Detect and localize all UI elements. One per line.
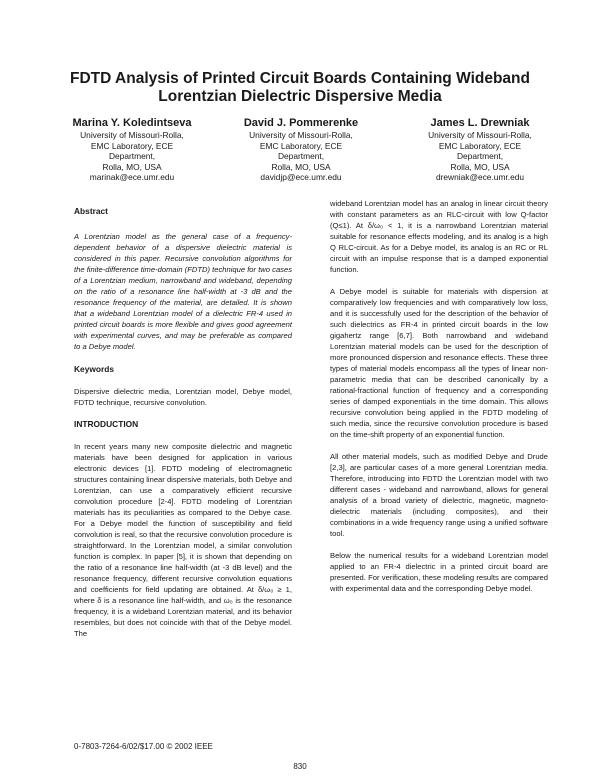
- introduction-text: In recent years many new composite dielectric and magnetic materials have been designed for application in various electronic devices [1]. FDTD modeling of electromagnetic structures containing linear dispersive materials, both Debye and Lorentzian, can use a comparatively efficient recursive convolution procedure [2-4]. FDTD modeling of Lorentzian materials has its peculiarities as compared to the Debye case. For a Debye model the function of susceptibility and field convolution is real, so that the recursive convolution procedure is straightforward. In the Lorentzian model, a similar convolution function is complex. In paper [5], it is shown that depending on the ratio of a resonance line half-width (at -3 dB level) and the resonance frequency, different recursive convolution equations and coefficients for field updating are obtained. At δ/ω₀ ≥ 1, where δ is a resonance line half-width, and ω₀ is the resonance frequency, it is a wideband Lorentzian material, and its behavior resembles, but does not coincide with that of the Debye model. The: [74, 442, 292, 638]
- title-line-1: FDTD Analysis of Printed Circuit Boards Containing Wideband: [69, 70, 530, 87]
- paragraph: Below the numerical results for a wideband Lorentzian model applied to an FR-4 dielectric in a printed circuit board are presented. For verification, these modeling results are compared with experimental data and the corresponding Debye model.: [330, 551, 548, 593]
- author-affiliation: Department,: [277, 151, 325, 162]
- author-affiliation: Rolla, MO, USA: [271, 161, 331, 172]
- author-affiliation: Department,: [456, 151, 504, 162]
- left-column: [74, 206, 292, 639]
- author-affiliation: University of Missouri-Rolla,: [80, 130, 184, 140]
- author-block-3: [402, 116, 558, 183]
- paragraph: wideband Lorentzian model has an analog in linear circuit theory with constant parameters as an RLC-circuit with low Q-factor (Q≤1). At δ/ω₀ < 1, it is a narrowband Lorentzian material suitable for resonance effects modeling, and its analog is a high Q RLC-circuit. As for a Debye model, its analog is an RC or RL circuit with an impulse response that is a damped exponential function.: [330, 199, 548, 274]
- right-column: [330, 198, 548, 594]
- author-email: davidjp@ece.umr.edu: [260, 172, 342, 183]
- copyright-notice: 0-7803-7264-6/02/$17.00 © 2002 IEEE: [74, 742, 213, 751]
- author-name: James L. Drewniak: [430, 117, 530, 129]
- author-affiliation: Rolla, MO, USA: [102, 161, 162, 172]
- abstract-heading: Abstract: [74, 206, 108, 216]
- introduction-heading: INTRODUCTION: [74, 419, 139, 429]
- author-affiliation: EMC Laboratory, ECE: [259, 140, 343, 151]
- author-email: drewniak@ece.umr.edu: [435, 172, 525, 183]
- author-affiliation: EMC Laboratory, ECE: [438, 140, 522, 151]
- author-affiliation: EMC Laboratory, ECE: [90, 140, 174, 151]
- paper-title: [40, 70, 560, 106]
- author-block-2: [226, 116, 376, 183]
- author-affiliation: University of Missouri-Rolla,: [428, 130, 532, 140]
- author-affiliation: Department,: [108, 151, 156, 162]
- author-name: Marina Y. Koledintseva: [72, 117, 192, 129]
- author-affiliation: Rolla, MO, USA: [450, 161, 510, 172]
- author-name: David J. Pommerenke: [243, 117, 359, 129]
- paragraph: A Debye model is suitable for materials with dispersion at comparatively low frequencies and with comparatively low loss, and it is successfully used for the description of the behavior of such dielectrics as FR-4 in printed circuit boards in the low gigahertz range [6,7]. Both narrowband and wideband Lorentzian material models can be used for the description of more pronounced dispersion and resonance effects. These three types of material models encompass all the types of linear non-parametric media that can be described canonically by a rational-fractional function of frequency and a corresponding series of damped exponentials in the time domain. This allows recursive convolution being applied in the FDTD modeling of such media, since the recursive convolution procedure is based on the time-shift property of an exponential function.: [330, 287, 548, 439]
- author-block-1: [58, 116, 206, 183]
- page-number: 830: [293, 762, 307, 771]
- author-affiliation: University of Missouri-Rolla,: [249, 130, 353, 140]
- paragraph: All other material models, such as modified Debye and Drude [2,3], are particular cases of a more general Lorentzian media. Therefore, introducing into FDTD the Lorentzian model with two different cases - wideband and narrowband, allows for general analysis of a broad variety of dielectric, magnetic, magneto-dielectric materials (including composites), and their combinations in a wide frequency range using a unified software tool.: [330, 452, 548, 538]
- keywords-heading: Keywords: [74, 364, 115, 374]
- title-line-2: Lorentzian Dielectric Dispersive Media: [158, 88, 442, 105]
- keywords-text: Dispersive dielectric media, Lorentzian model, Debye model, FDTD technique, recursive convolution.: [74, 387, 292, 407]
- author-email: marinak@ece.umr.edu: [89, 172, 175, 183]
- abstract-text: A Lorentzian model as the general case of a frequency-dependent behavior of a dispersive dielectric material is considered in this paper. Recursive convolution algorithms for the finite-difference time-domain (FDTD) technique for two cases of a Lorentzian medium, narrowband and wideband, depending on the ratio of a resonance line half-width at -3 dB and the resonance frequency of the material, are detailed. It is shown that a wideband Lorentzian model of a dielectric FR-4 used in printed circuit boards is more flexible and gives good agreement with experimental curves, and may be preferable as compared to a Debye model.: [74, 232, 292, 351]
